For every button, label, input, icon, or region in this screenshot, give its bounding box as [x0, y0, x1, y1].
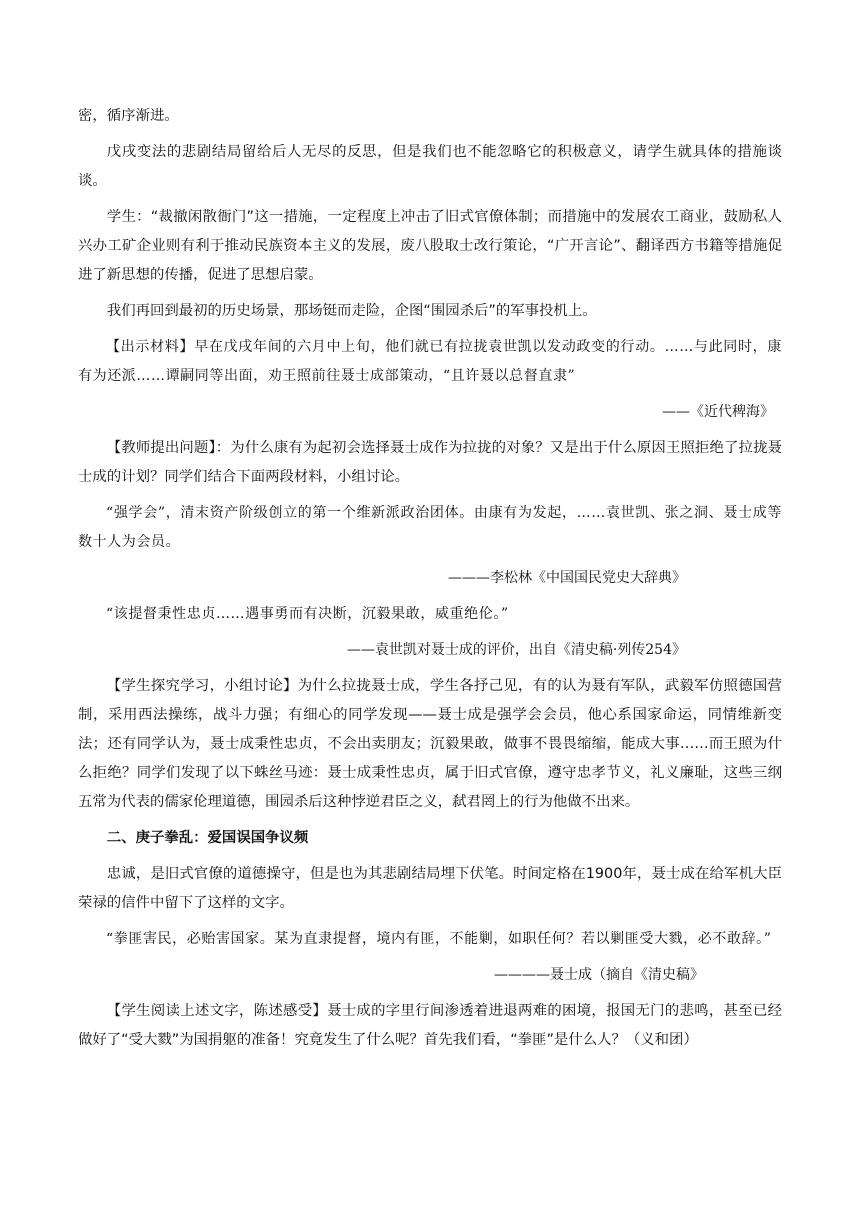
material-quote-2: “强学会”，清末资产阶级创立的第一个维新派政治团体。由康有为发起，……袁世凯、张之洞、聂士成等数十人为会员。: [78, 505, 782, 550]
material-quote-4: “拳匪害民，必贻害国家。某为直隶提督，境内有匪，不能剿，如职任何？若以剿匪受大戮，必不敢辞。”: [106, 931, 772, 947]
teacher-question: 【教师提出问题】：为什么康有为起初会选择聂士成作为拉拢的对象？又是出于什么原因王照拒绝了拉拢聂士成的计划？同学们结合下面两段材料，小组讨论。: [78, 440, 782, 485]
material-source-1: ——《近代稗海》: [662, 404, 774, 420]
material-source-4: ————聂士成（摘自《清史稿》: [494, 967, 704, 983]
student-discussion: 【学生探究学习，小组讨论】为什么拉拢聂士成，学生各抒己见，有的认为聂有军队，武毅军仿照德国营制，采用西法操练，战斗力强；有细心的同学发现——聂士成是强学会会员，他心系国家命运，同情维新变法；还有同学认为，聂士成秉性忠贞，不会出卖朋友；沉毅果敢，做事不畏畏缩缩，能成大事……而王照为什么拒绝？同学们发现了以下蛛丝马迹：聂士成秉性忠贞，属于旧式官僚，遵守忠孝节义，礼义廉耻，这些三纲五常为代表的儒家伦理道德，围园杀后这种悖逆君臣之义，弑君罔上的行为他做不出来。: [78, 678, 782, 810]
paragraph-transition: 我们再回到最初的历史场景，那场铤而走险，企图“围园杀后”的军事投机上。: [106, 303, 597, 319]
paragraph-continuation: 密，循序渐进。: [78, 108, 179, 124]
material-quote-1: 【出示材料】早在戊戌年间的六月中上旬，他们就已有拉拢袁世凯以发动政变的行动。……与此同时，康有为还派……谭嗣同等出面，劝王照前往聂士成部策动，“且许聂以总督直隶”: [78, 339, 782, 384]
student-reading: 【学生阅读上述文字，陈述感受】聂士成的字里行间渗透着进退两难的困境，报国无门的悲鸣，甚至已经做好了“受大戮”为国捐躯的准备！究竟发生了什么呢？首先我们看，“拳匪”是什么人？（义和团）: [78, 1003, 782, 1048]
section-heading: 二、庚子拳乱：爱国误国争议频: [106, 830, 309, 846]
paragraph-reflection: 戊戌变法的悲剧结局留给后人无尽的反思，但是我们也不能忽略它的积极意义，请学生就具体的措施谈谈。: [78, 144, 782, 189]
paragraph-student-answer: 学生：“裁撤闲散衙门”这一措施，一定程度上冲击了旧式官僚体制；而措施中的发展农工商业，鼓励私人兴办工矿企业则有利于推动民族资本主义的发展，废八股取士改行策论，“广开言论”、翻译西方书籍等措施促进了新思想的传播，促进了思想启蒙。: [78, 209, 782, 283]
section-intro: 忠诚，是旧式官僚的道德操守，但是也为其悲剧结局埋下伏笔。时间定格在1900年，聂士成在给军机大臣荣禄的信件中留下了这样的文字。: [78, 866, 782, 911]
material-source-2: ———李松林《中国国民党史大辞典》: [448, 570, 686, 586]
material-quote-3: “该提督秉性忠贞……遇事勇而有决断，沉毅果敢，威重绝伦。”: [106, 606, 509, 622]
material-source-3: ——袁世凯对聂士成的评价，出自《清史稿·列传254》: [346, 642, 686, 658]
